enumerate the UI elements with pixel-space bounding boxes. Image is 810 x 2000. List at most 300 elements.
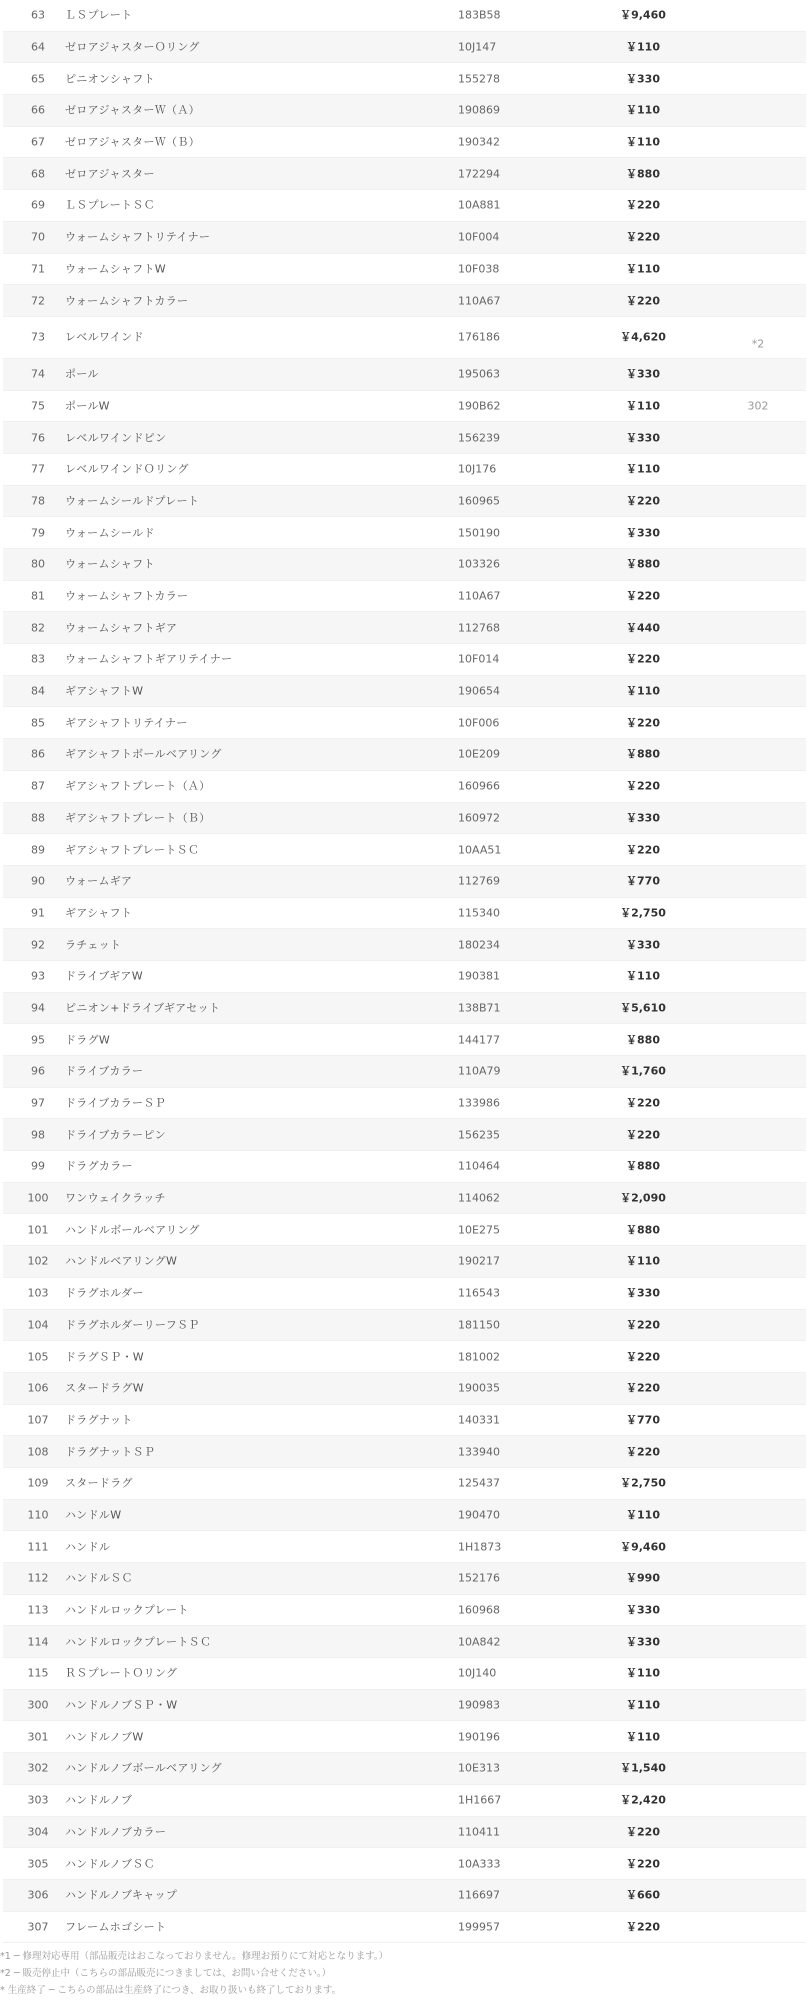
part-number: 92 <box>31 938 45 952</box>
part-price: ￥110 <box>626 462 660 476</box>
part-price: ￥220 <box>626 843 660 857</box>
part-code: 190381 <box>458 969 500 983</box>
part-price: ￥1,540 <box>620 1761 666 1775</box>
part-code: 133986 <box>458 1096 500 1110</box>
part-name: ハンドルノブW <box>65 1730 144 1744</box>
part-code: 190B62 <box>458 399 501 413</box>
part-number: 305 <box>27 1857 49 1871</box>
table-row <box>3 127 806 159</box>
table-row <box>3 1246 806 1278</box>
part-code: 10A842 <box>458 1635 501 1649</box>
table-row <box>3 1151 806 1183</box>
part-number: 108 <box>27 1445 49 1459</box>
part-number: 89 <box>31 843 45 857</box>
part-name: ウォームシャフトW <box>65 262 166 276</box>
part-number: 84 <box>31 684 45 698</box>
part-price: ￥770 <box>626 1413 660 1427</box>
part-price: ￥880 <box>626 1223 660 1237</box>
part-number: 82 <box>31 621 45 635</box>
part-price: ￥220 <box>626 652 660 666</box>
part-code: 150190 <box>458 526 500 540</box>
table-row <box>3 929 806 961</box>
part-name: ドラグホルダーリーフＳＰ <box>65 1318 200 1332</box>
part-price: ￥220 <box>626 294 660 308</box>
footnotes <box>0 1948 810 1999</box>
part-number: 91 <box>31 906 45 920</box>
footnote-3: * 生産終了 ─ こちらの部品は生産終了につき、お取り扱いも終了しております。 <box>0 1985 342 1996</box>
part-name: ギアシャフト <box>65 906 133 920</box>
part-number: 81 <box>31 589 45 603</box>
part-number: 72 <box>31 294 45 308</box>
part-number: 112 <box>27 1571 49 1585</box>
part-code: 110464 <box>458 1159 500 1173</box>
part-code: 10E209 <box>458 747 500 761</box>
part-note: 302 <box>747 399 769 413</box>
part-price: ￥4,620 <box>620 330 666 344</box>
table-row <box>3 422 806 454</box>
part-code: 140331 <box>458 1413 500 1427</box>
part-code: 125437 <box>458 1476 500 1490</box>
part-price: ￥2,420 <box>620 1793 666 1807</box>
part-name: ギアシャフトプレート（Ｂ） <box>65 811 211 825</box>
part-price: ￥220 <box>626 1381 660 1395</box>
part-price: ￥880 <box>626 747 660 761</box>
part-name: ハンドルノブカラー <box>65 1825 167 1839</box>
part-name: ハンドル <box>65 1540 111 1554</box>
part-code: 199957 <box>458 1920 500 1934</box>
part-name: ハンドルノブ <box>65 1793 133 1807</box>
table-row <box>3 285 806 317</box>
part-price: ￥220 <box>626 1350 660 1364</box>
part-price: ￥110 <box>626 1666 660 1680</box>
part-note: *2 <box>751 337 765 351</box>
part-name: ギアシャフトボールベアリング <box>65 747 222 761</box>
part-number: 67 <box>31 135 45 149</box>
part-number: 69 <box>31 198 45 212</box>
part-name: スタードラグ <box>65 1476 133 1490</box>
part-name: ドライブカラーＳＰ <box>65 1096 166 1110</box>
part-price: ￥220 <box>626 1857 660 1871</box>
part-price: ￥880 <box>626 557 660 571</box>
part-code: 144177 <box>458 1033 500 1047</box>
part-price: ￥330 <box>626 431 660 445</box>
table-row <box>3 1753 806 1785</box>
table-row <box>3 1056 806 1088</box>
part-number: 302 <box>27 1761 49 1775</box>
part-number: 88 <box>31 811 45 825</box>
part-number: 68 <box>31 167 45 181</box>
part-number: 93 <box>31 969 45 983</box>
part-number: 64 <box>31 40 45 54</box>
part-price: ￥220 <box>626 1445 660 1459</box>
part-price: ￥110 <box>626 40 660 54</box>
table-row <box>3 1785 806 1817</box>
table-row <box>3 1626 806 1658</box>
part-price: ￥880 <box>626 1159 660 1173</box>
table-row <box>3 1817 806 1849</box>
part-code: 10A881 <box>458 198 501 212</box>
table-row <box>3 803 806 835</box>
part-name: ゼロアジャスター <box>65 167 155 181</box>
part-code: 10J176 <box>458 462 497 476</box>
part-code: 115340 <box>458 906 500 920</box>
part-price: ￥220 <box>626 494 660 508</box>
part-code: 10F014 <box>458 652 500 666</box>
part-price: ￥660 <box>626 1888 660 1902</box>
part-code: 112769 <box>458 874 500 888</box>
part-price: ￥220 <box>626 589 660 603</box>
part-name: フレームホゴシート <box>65 1920 167 1934</box>
part-number: 87 <box>31 779 45 793</box>
part-number: 79 <box>31 526 45 540</box>
part-name: ポールW <box>65 399 110 413</box>
part-price: ￥1,760 <box>620 1064 666 1078</box>
part-name: ハンドルW <box>65 1508 122 1522</box>
part-number: 94 <box>31 1001 45 1015</box>
part-price: ￥110 <box>626 399 660 413</box>
part-price: ￥110 <box>626 1508 660 1522</box>
part-code: 110411 <box>458 1825 500 1839</box>
part-price: ￥220 <box>626 1920 660 1934</box>
part-number: 74 <box>31 367 45 381</box>
table-row <box>3 1436 806 1468</box>
part-number: 77 <box>31 462 45 476</box>
part-price: ￥5,610 <box>620 1001 666 1015</box>
part-code: 160972 <box>458 811 500 825</box>
part-name: ハンドルノブボールベアリング <box>65 1761 222 1775</box>
part-code: 10F038 <box>458 262 500 276</box>
part-code: 10E313 <box>458 1761 500 1775</box>
footnote-2: *2 ─ 販売停止中（こちらの部品販売につきましては、お問い合せください。） <box>0 1968 332 1979</box>
table-row <box>3 644 806 676</box>
table-row <box>3 1658 806 1690</box>
part-code: 116697 <box>458 1888 500 1902</box>
part-code: 110A79 <box>458 1064 501 1078</box>
part-number: 105 <box>27 1350 49 1364</box>
part-number: 66 <box>31 103 45 117</box>
table-row <box>3 549 806 581</box>
part-number: 110 <box>27 1508 49 1522</box>
table-row <box>3 771 806 803</box>
part-price: ￥220 <box>626 230 660 244</box>
part-number: 114 <box>27 1635 49 1649</box>
part-name: ウォームギア <box>65 874 133 888</box>
part-number: 102 <box>27 1254 49 1268</box>
part-name: ハンドルベアリングW <box>65 1254 178 1268</box>
part-name: レベルワインドピン <box>65 431 167 445</box>
part-name: レベルワインドＯリング <box>65 462 189 476</box>
part-code: 10A333 <box>458 1857 501 1871</box>
table-row <box>3 1500 806 1532</box>
part-name: ドライブカラーピン <box>65 1128 166 1142</box>
part-name: ウォームシャフトカラー <box>65 294 189 308</box>
part-number: 107 <box>27 1413 49 1427</box>
part-price: ￥330 <box>626 1286 660 1300</box>
part-number: 301 <box>27 1730 49 1744</box>
part-code: 183B58 <box>458 8 501 22</box>
part-number: 100 <box>27 1191 49 1205</box>
part-code: 190196 <box>458 1730 500 1744</box>
part-code: 10F004 <box>458 230 500 244</box>
part-price: ￥990 <box>626 1571 660 1585</box>
footnote-1: *1 ─ 修理対応専用（部品販売はおこなっておりません。修理お預りにて対応となります。） <box>0 1951 389 1962</box>
part-price: ￥880 <box>626 167 660 181</box>
part-code: 10J140 <box>458 1666 497 1680</box>
table-row <box>3 391 806 423</box>
part-number: 70 <box>31 230 45 244</box>
part-code: 10F006 <box>458 716 500 730</box>
part-number: 78 <box>31 494 45 508</box>
table-row <box>3 486 806 518</box>
table-row <box>3 1088 806 1120</box>
part-number: 75 <box>31 399 45 413</box>
part-name: ギアシャフトW <box>65 684 144 698</box>
part-number: 113 <box>27 1603 49 1617</box>
part-name: ウォームシャフト <box>65 557 155 571</box>
part-price: ￥110 <box>626 1730 660 1744</box>
part-code: 190342 <box>458 135 500 149</box>
part-code: 181150 <box>458 1318 500 1332</box>
table-row <box>3 190 806 222</box>
table-row <box>3 612 806 644</box>
part-name: ドラグカラー <box>65 1159 133 1173</box>
part-code: 181002 <box>458 1350 500 1364</box>
part-number: 106 <box>27 1381 49 1395</box>
part-code: 160966 <box>458 779 500 793</box>
part-code: 156239 <box>458 431 500 445</box>
part-name: ウォームシャフトカラー <box>65 589 189 603</box>
part-number: 300 <box>27 1698 49 1712</box>
part-code: 160965 <box>458 494 500 508</box>
part-name: ハンドルノブＳＣ <box>65 1857 155 1871</box>
part-name: ドラグＳＰ・W <box>65 1350 144 1364</box>
part-name: ピニオンシャフト <box>65 72 155 86</box>
part-code: 190654 <box>458 684 500 698</box>
part-name: ウォームシャフトギアリテイナー <box>65 652 233 666</box>
part-code: 180234 <box>458 938 500 952</box>
part-price: ￥330 <box>626 1603 660 1617</box>
part-price: ￥220 <box>626 1128 660 1142</box>
part-name: ドライブカラー <box>65 1064 144 1078</box>
part-name: ハンドルボールベアリング <box>65 1223 200 1237</box>
table-row <box>3 581 806 613</box>
table-row <box>3 866 806 898</box>
part-price: ￥330 <box>626 367 660 381</box>
part-name: ドラグナットＳＰ <box>65 1445 156 1459</box>
part-number: 95 <box>31 1033 45 1047</box>
table-row <box>3 961 806 993</box>
part-number: 83 <box>31 652 45 666</box>
part-code: 160968 <box>458 1603 500 1617</box>
table-row <box>3 1310 806 1342</box>
table-row <box>3 254 806 286</box>
part-name: ギアシャフトプレートＳＣ <box>65 843 200 857</box>
part-number: 101 <box>27 1223 49 1237</box>
part-price: ￥770 <box>626 874 660 888</box>
part-name: ウォームシャフトリテイナー <box>65 230 211 244</box>
part-price: ￥110 <box>626 1254 660 1268</box>
part-code: 190470 <box>458 1508 500 1522</box>
part-code: 190983 <box>458 1698 500 1712</box>
table-row <box>3 1405 806 1437</box>
part-name: ポール <box>65 367 99 381</box>
part-price: ￥110 <box>626 684 660 698</box>
part-price: ￥220 <box>626 1318 660 1332</box>
part-number: 307 <box>27 1920 49 1934</box>
part-name: ドラグW <box>65 1033 111 1047</box>
part-code: 10AA51 <box>458 843 502 857</box>
table-row <box>3 359 806 391</box>
table-row <box>3 1690 806 1722</box>
part-number: 97 <box>31 1096 45 1110</box>
part-price: ￥2,750 <box>620 1476 666 1490</box>
table-row <box>3 1531 806 1563</box>
part-code: 114062 <box>458 1191 500 1205</box>
part-name: ワンウェイクラッチ <box>65 1191 166 1205</box>
part-name: ドラグホルダー <box>65 1286 144 1300</box>
part-price: ￥330 <box>626 1635 660 1649</box>
part-price: ￥880 <box>626 1033 660 1047</box>
part-name: ゼロアジャスターＯリング <box>65 40 200 54</box>
part-name: ハンドルロックプレート <box>65 1603 189 1617</box>
part-price: ￥220 <box>626 198 660 212</box>
part-price: ￥110 <box>626 969 660 983</box>
part-name: ゼロアジャスターＷ（Ａ） <box>65 103 200 117</box>
table-row <box>3 222 806 254</box>
table-row <box>3 1563 806 1595</box>
part-number: 306 <box>27 1888 49 1902</box>
part-number: 90 <box>31 874 45 888</box>
part-price: ￥330 <box>626 938 660 952</box>
part-code: 10E275 <box>458 1223 500 1237</box>
part-name: ＬＳプレート <box>65 8 133 22</box>
part-name: レベルワインド <box>65 330 144 344</box>
table-row <box>3 1373 806 1405</box>
part-code: 190035 <box>458 1381 500 1395</box>
part-code: 1H1667 <box>458 1793 502 1807</box>
part-name: ハンドルロックプレートＳＣ <box>65 1635 212 1649</box>
part-code: 110A67 <box>458 294 501 308</box>
table-row <box>3 1214 806 1246</box>
part-name: ギアシャフトプレート（Ａ） <box>65 779 211 793</box>
part-number: 99 <box>31 1159 45 1173</box>
part-number: 65 <box>31 72 45 86</box>
part-number: 303 <box>27 1793 49 1807</box>
part-number: 71 <box>31 262 45 276</box>
table-row <box>3 1721 806 1753</box>
table-row <box>3 158 806 190</box>
table-row <box>3 1912 806 1944</box>
part-name: ＬＳプレートＳＣ <box>65 198 155 212</box>
table-row <box>3 1468 806 1500</box>
part-code: 10J147 <box>458 40 497 54</box>
table-row <box>3 1024 806 1056</box>
part-name: ウォームシャフトギア <box>65 621 178 635</box>
part-price: ￥110 <box>626 1698 660 1712</box>
part-code: 190869 <box>458 103 500 117</box>
part-name: ドライブギアW <box>65 969 143 983</box>
table-row <box>3 32 806 64</box>
part-code: 190217 <box>458 1254 500 1268</box>
part-name: ハンドルノブキャップ <box>65 1888 178 1902</box>
part-code: 133940 <box>458 1445 500 1459</box>
part-code: 138B71 <box>458 1001 501 1015</box>
part-number: 103 <box>27 1286 49 1300</box>
table-row <box>3 1848 806 1880</box>
part-price: ￥110 <box>626 103 660 117</box>
part-code: 172294 <box>458 167 500 181</box>
table-row <box>3 993 806 1025</box>
part-price: ￥220 <box>626 1825 660 1839</box>
part-number: 104 <box>27 1318 49 1332</box>
part-price: ￥9,460 <box>620 1540 666 1554</box>
part-code: 110A67 <box>458 589 501 603</box>
table-row <box>3 676 806 708</box>
part-code: 1H1873 <box>458 1540 502 1554</box>
part-name: ハンドルＳＣ <box>65 1571 133 1585</box>
part-code: 103326 <box>458 557 500 571</box>
part-code: 116543 <box>458 1286 500 1300</box>
part-price: ￥330 <box>626 72 660 86</box>
table-row <box>3 1183 806 1215</box>
part-name: ゼロアジャスターＷ（Ｂ） <box>65 135 200 149</box>
table-row <box>3 1278 806 1310</box>
part-number: 63 <box>31 8 45 22</box>
part-number: 111 <box>27 1540 49 1554</box>
part-price: ￥440 <box>626 621 660 635</box>
part-name: ギアシャフトリテイナー <box>65 716 188 730</box>
table-row <box>3 834 806 866</box>
part-code: 156235 <box>458 1128 500 1142</box>
table-row <box>3 739 806 771</box>
part-number: 76 <box>31 431 45 445</box>
table-row <box>3 517 806 549</box>
part-code: 176186 <box>458 330 500 344</box>
table-row <box>3 317 806 359</box>
table-row <box>3 454 806 486</box>
part-price: ￥330 <box>626 811 660 825</box>
table-row <box>3 1341 806 1373</box>
table-row <box>3 1119 806 1151</box>
table-row <box>3 0 806 32</box>
part-name: ドラグナット <box>65 1413 133 1427</box>
part-price: ￥2,090 <box>620 1191 666 1205</box>
table-row <box>3 1880 806 1912</box>
part-price: ￥220 <box>626 716 660 730</box>
table-row <box>3 1595 806 1627</box>
part-price: ￥2,750 <box>620 906 666 920</box>
part-price: ￥330 <box>626 526 660 540</box>
part-number: 86 <box>31 747 45 761</box>
part-number: 73 <box>31 330 45 344</box>
part-price: ￥110 <box>626 135 660 149</box>
part-number: 80 <box>31 557 45 571</box>
table-row <box>3 707 806 739</box>
part-number: 109 <box>27 1476 49 1490</box>
part-name: ウォームシールドプレート <box>65 494 200 508</box>
part-price: ￥220 <box>626 1096 660 1110</box>
part-number: 115 <box>27 1666 49 1680</box>
table-row <box>3 95 806 127</box>
part-name: ウォームシールド <box>65 526 155 540</box>
part-price: ￥220 <box>626 779 660 793</box>
part-name: ラチェット <box>65 938 122 952</box>
part-name: スタードラグW <box>65 1381 144 1395</box>
part-code: 152176 <box>458 1571 500 1585</box>
table-row <box>3 898 806 930</box>
table-row <box>3 63 806 95</box>
part-code: 195063 <box>458 367 500 381</box>
